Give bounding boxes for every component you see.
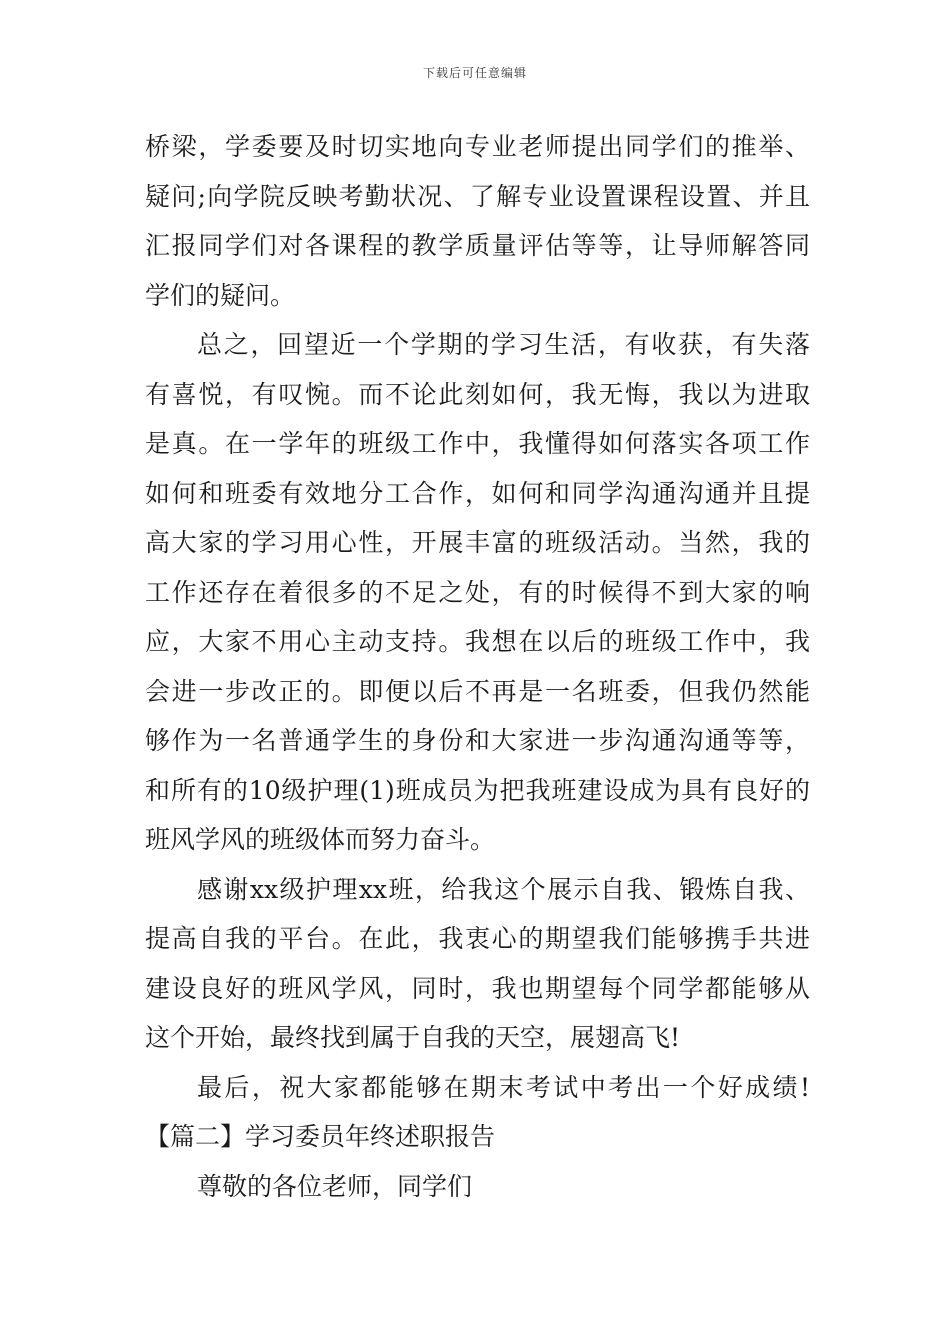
text-line: 如何和班委有效地分工合作，如何和同学沟通沟通并且提 xyxy=(145,478,810,508)
text-line: 疑问;向学院反映考勤状况、了解专业设置课程设置、并且 xyxy=(145,181,810,211)
text-line: 是真。在一学年的班级工作中，我懂得如何落实各项工作 xyxy=(145,429,810,458)
text-line: 够作为一名普通学生的身份和大家进一步沟通沟通等等， xyxy=(145,726,810,755)
text-line: 建设良好的班风学风，同时，我也期望每个同学都能够从 xyxy=(145,973,810,1003)
text-line: 学们的疑问。 xyxy=(145,280,296,310)
text-line: 汇报同学们对各课程的教学质量评估等等，让导师解答同 xyxy=(145,231,810,260)
text-line: 提高自我的平台。在此，我衷心的期望我们能够携手共进 xyxy=(145,924,810,953)
text-line: 桥梁，学委要及时切实地向专业老师提出同学们的推举、 xyxy=(145,132,810,161)
salutation: 尊敬的各位老师，同学们 xyxy=(197,1171,473,1201)
text-line: 应，大家不用心主动支持。我想在以后的班级工作中，我 xyxy=(145,627,810,656)
text-line: 有喜悦，有叹惋。而不论此刻如何，我无悔，我以为进取 xyxy=(145,379,810,409)
text-line: 高大家的学习用心性，开展丰富的班级活动。当然，我的 xyxy=(145,528,810,557)
section-heading: 【篇二】学习委员年终述职报告 xyxy=(145,1122,496,1151)
text-line: 班风学风的班级体而努力奋斗。 xyxy=(145,825,496,854)
text-line: 最后，祝大家都能够在期末考试中考出一个好成绩! xyxy=(197,1072,810,1102)
text-line: 工作还存在着很多的不足之处，有的时候得不到大家的响 xyxy=(145,577,810,607)
text-line: 会进一步改正的。即便以后不再是一名班委，但我仍然能 xyxy=(145,676,810,706)
text-line: 感谢xx级护理xx班，给我这个展示自我、锻炼自我、 xyxy=(197,874,810,904)
page-header: 下载后可任意编辑 xyxy=(422,66,527,80)
body-text xyxy=(145,122,810,1211)
text-line: 这个开始，最终找到属于自我的天空，展翅高飞! xyxy=(145,1023,681,1052)
text-line: 和所有的10级护理(1)班成员为把我班建设成为具有良好的 xyxy=(145,775,810,805)
text-line: 总之，回望近一个学期的学习生活，有收获，有失落 xyxy=(197,330,810,359)
